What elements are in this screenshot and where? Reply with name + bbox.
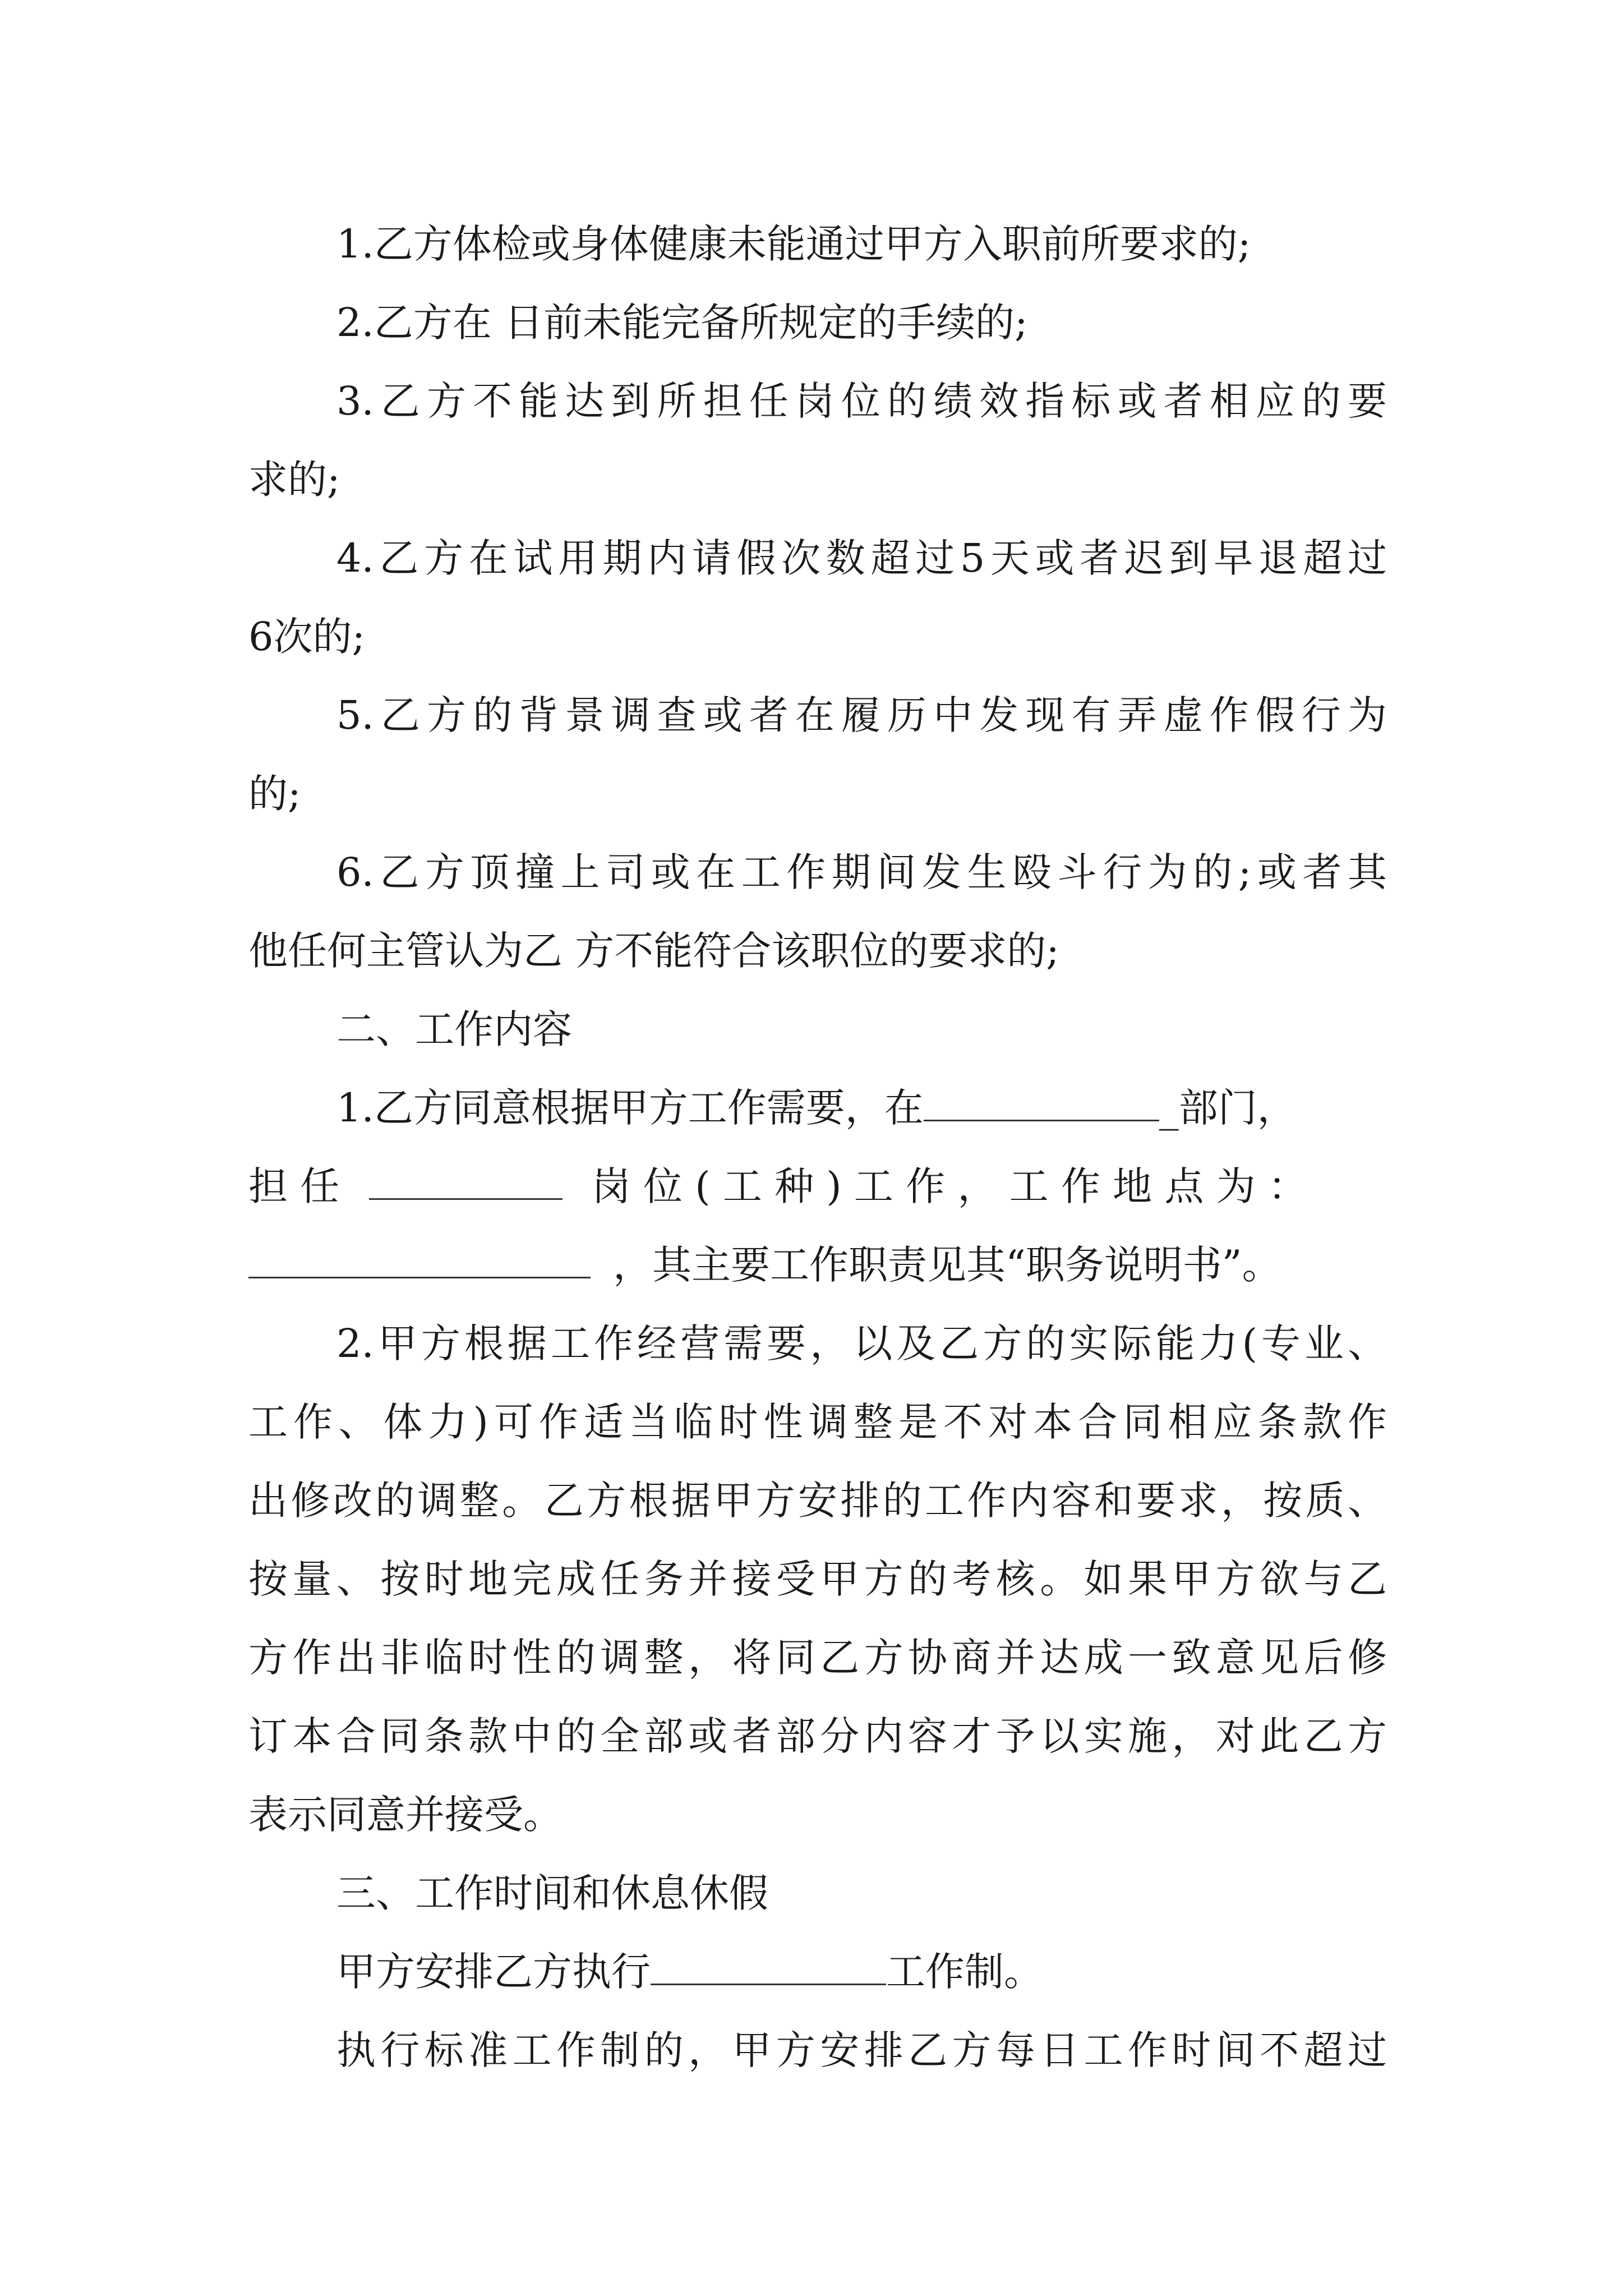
clause-line-4: 4.乙方在试用期内请假次数超过5天或者迟到早退超过 (336, 535, 1387, 581)
section-heading-work-time: 三、工作时间和休息休假 (336, 1870, 768, 1916)
clause-line-3-cont: 求的; (248, 457, 340, 503)
adjustment-line-5: 方作出非临时性的调整，将同乙方协商并达成一致意见后修 (248, 1635, 1387, 1681)
adjustment-line-4: 按量、按时地完成任务并接受甲方的考核。如果甲方欲与乙 (248, 1556, 1387, 1602)
adjustment-line-6: 订本合同条款中的全部或者部分内容才予以实施，对此乙方 (248, 1713, 1387, 1759)
adjustment-line-2: 工作、体力)可作适当临时性调整是不对本合同相应条款作 (248, 1399, 1387, 1445)
clause-line-3: 3.乙方不能达到所担任岗位的绩效指标或者相应的要 (336, 378, 1387, 424)
work-content-line-1 (336, 1069, 1387, 1147)
post-suffix: 岗 位 ( 工 种 ) 工 作 ， 工 作 地 点 为 ： (591, 1163, 1307, 1209)
work-system-prefix: 甲方安排乙方执行 (336, 1949, 651, 1995)
adjustment-line-7: 表示同意并接受。 (248, 1792, 562, 1838)
post-prefix: 担 任 (248, 1163, 340, 1209)
adjustment-line-3: 出修改的调整。乙方根据甲方安排的工作内容和要求，按质、 (248, 1478, 1387, 1524)
work-location-blank (248, 1243, 591, 1278)
department-suffix: _部门， (1159, 1085, 1297, 1131)
clause-line-6: 6.乙方顶撞上司或在工作期间发生殴斗行为的;或者其 (336, 849, 1387, 895)
clause-line-1: 1.乙方体检或身体健康未能通过甲方入职前所要求的; (336, 221, 1251, 267)
clause-line-4-cont: 6次的; (248, 614, 366, 660)
standard-hours-line: 执行标准工作制的，甲方安排乙方每日工作时间不超过 (336, 2027, 1387, 2073)
work-content-line-2 (248, 1147, 1387, 1226)
clause-line-5: 5.乙方的背景调查或者在履历中发现有弄虚作假行为 (336, 692, 1387, 738)
work-system-blank (651, 1950, 886, 1985)
clause-line-2: 2.乙方在 日前未能完备所规定的手续的; (336, 300, 1028, 346)
adjustment-line-1: 2.甲方根据工作经营需要，以及乙方的实际能力(专业、 (336, 1320, 1387, 1366)
department-blank (924, 1086, 1159, 1121)
work-content-line-1-text: 1.乙方同意根据甲方工作需要，在 (336, 1085, 924, 1131)
clause-line-6-cont: 他任何主管认为乙 方不能符合该职位的要求的; (248, 928, 1059, 974)
work-content-line-3 (248, 1226, 1387, 1304)
work-system-suffix: 工作制。 (886, 1949, 1043, 1995)
work-location-suffix: ，其主要工作职责见其“职务说明书”。 (613, 1242, 1281, 1288)
section-heading-work-content: 二、工作内容 (336, 1006, 572, 1052)
post-blank (369, 1165, 562, 1200)
clause-line-5-cont: 的; (248, 771, 301, 817)
work-system-line (336, 1932, 1387, 2011)
